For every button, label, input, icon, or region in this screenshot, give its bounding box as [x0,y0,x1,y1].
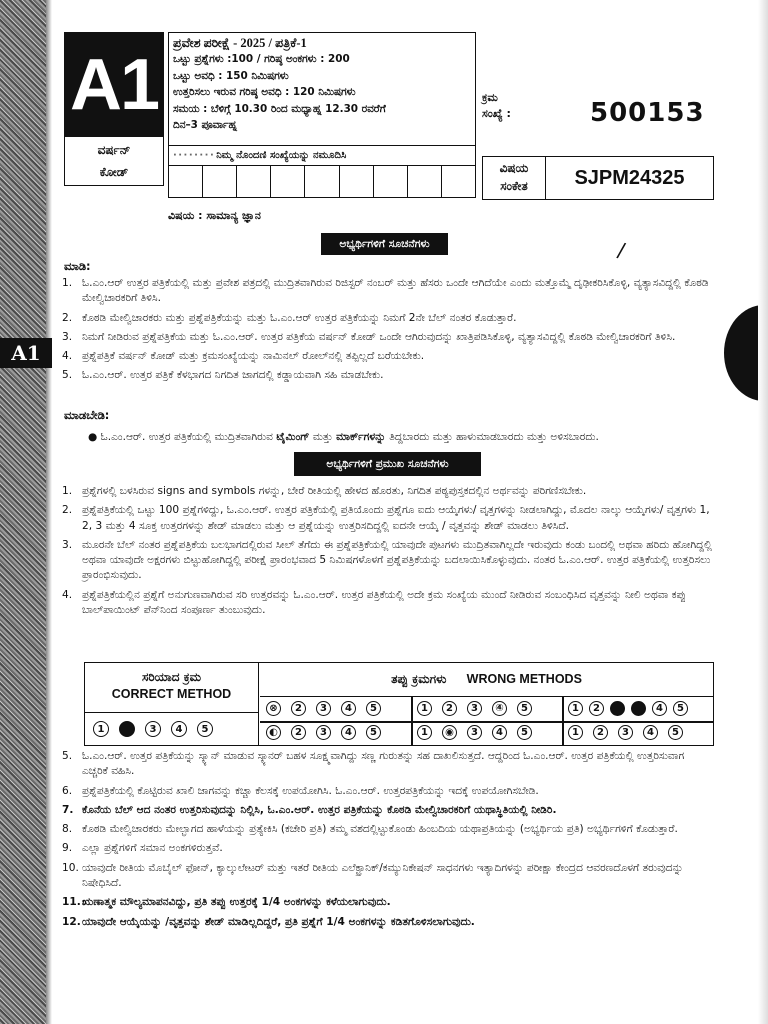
list-number: 7. [62,803,74,816]
option-bubble: 1 [93,721,109,737]
do-item [62,276,712,307]
option-bubble: 5 [517,701,532,716]
wrong-methods-kn: ತಪ್ಪು ಕ್ರಮಗಳು [391,672,447,686]
list-number: 11. [62,896,81,909]
option-bubble: 5 [673,701,688,716]
important-list-b [62,749,712,934]
option-bubble: 5 [517,725,532,740]
do-item [62,311,712,326]
option-bubble: 4 [171,721,187,737]
wrong-group [568,701,719,716]
list-text: ಯಾವುದೇ ರೀತಿಯ ಮೊಬೈಲ್ ಫೋನ್, ಕ್ಯಾಲ್ಕುಲೇಟರ್ ಮತ್ತು ಇತರೆ ರೀತಿಯ ಎಲೆಕ್ಟ್ರಾನಿಕ್/ಕಮ್ಯುನಿಕೇಷನ್ ಸಾಧನಗಳು ಇತ್ಯಾದಿಗಳನ್ನು ಪರೀಕ್ಷಾ ಕೇಂದ್ರದ ಆವರಣದೊಳಗೆ ತರುವುದನ್ನು ನಿಷೇಧಿಸಿದೆ. [82,861,684,890]
dont-bold-2: ಮಾರ್ಕ್‌ಗಳನ್ನು [336,431,386,443]
list-text: ಪ್ರಶ್ನೆಗಳಲ್ಲಿ ಬಳಸಿರುವ signs and symbols ಗಳನ್ನು, ಬೇರೆ ರೀತಿಯಲ್ಲಿ ಹೇಳದ ಹೊರತು, ನಿಗದಿತ ಪಠ್ಯಪುಸ್ತಕದಲ್ಲಿನ ಅರ್ಥವನ್ನು ಪರಿಗಣಿಸಬೇಕು. [82,485,587,497]
version-code-label [65,139,163,183]
list-number: 10. [62,861,79,874]
option-bubble: ◐ [266,725,281,740]
serial-label-line2: ಸಂಖ್ಯೆ : [482,107,511,120]
correct-method-cell [85,663,259,745]
important-item [62,895,712,910]
reg-cell[interactable] [305,166,339,198]
page-spine-pattern [0,0,52,1024]
do-item [62,349,712,364]
option-bubble: 5 [668,725,683,740]
list-text: ಪ್ರಶ್ನೆಪತ್ರಿಕೆಯಲ್ಲಿ ಒಟ್ಟು 100 ಪ್ರಶ್ನೆಗಳಿದ್ದು, ಓ.ಎಂ.ಆರ್. ಉತ್ತರ ಪತ್ರಿಕೆಯಲ್ಲಿ ಪ್ರತಿಯೊಂದು ಪ್ರಶ್ನೆಗೂ ಐದು ಆಯ್ಕೆಗಳು/ ವೃತ್ತಗಳನ್ನು ನೀಡಲಾಗಿದ್ದು, ಮೊದಲ ನಾಲ್ಕು ಆಯ್ಕೆಗಳು/ ವೃತ್ತಗಳು 1, 2, 3 ಮತ್ತು 4 ಸೂಕ್ತ ಉತ್ತರಗಳನ್ನು ಶೇಡ್ ಮಾಡಲು ಮತ್ತು ಆ ಪ್ರಶ್ನೆಯನ್ನು ಉತ್ತರಿಸದಿದ್ದಲ್ಲಿ ಐದನೇ ಆಯ್ಕೆ / ವೃತ್ತವನ್ನು ಶೇಡ್ ಮಾಡಲು ತಿಳಿಸಿದೆ. [82,504,710,532]
option-bubble: ⊗ [266,701,281,716]
subject-code-label-line2: ಸಂಕೇತ [500,179,528,193]
important-item [62,861,712,892]
wrong-methods-head [260,663,713,697]
important-item [62,538,712,584]
dont-bullet [88,431,599,444]
do-item [62,368,712,383]
option-bubble: 5 [197,721,213,737]
subject-code-label-line1: ವಿಷಯ [499,161,529,175]
reg-cell[interactable] [203,166,237,198]
wrong-row-1 [266,701,719,716]
wrong-group [266,701,417,716]
option-bubble: 3 [618,725,633,740]
wrong-group [417,701,568,716]
wrong-row-separator [260,721,713,723]
correct-method-kn: ಸರಿಯಾದ ಕ್ರಮ [141,670,202,684]
register-number-grid[interactable] [169,165,475,198]
option-bubble: 4 [341,701,356,716]
correct-bubbles [93,721,223,737]
important-instructions-banner: ಅಭ್ಯರ್ಥಿಗಳಿಗೆ ಪ್ರಮುಖ ಸೂಚನೆಗಳು [294,452,481,476]
version-code-value: A1 [65,33,163,137]
do-list [62,276,712,388]
wrong-methods-en: WRONG METHODS [466,672,582,686]
reg-cell[interactable] [237,166,271,198]
option-bubble: 2 [291,701,306,716]
list-text: ಕೊಠಡಿ ಮೇಲ್ವಿಚಾರಕರು ಮತ್ತು ಪ್ರಶ್ನೆಪತ್ರಿಕೆಯನ್ನು ಮತ್ತು ಓ.ಎಂ.ಆರ್ ಉತ್ತರ ಪತ್ರಿಕೆಯನ್ನು ನಿಮಗೆ 2ನೇ ಬೆಲ್ ನಂತರ ಕೊಡುತ್ತಾರೆ. [82,311,517,324]
option-bubble: 2 [593,725,608,740]
list-text: ಕೊಠಡಿ ಮೇಲ್ವಿಚಾರಕರು ಮೇಲ್ಭಾಗದ ಹಾಳೆಯನ್ನು ಪ್ರತ್ಯೇಕಿಸಿ (ಕಚೇರಿ ಪ್ರತಿ) ತಮ್ಮ ವಶದಲ್ಲಿಟ್ಟುಕೊಂಡು ಹಿಂಬದಿಯ ಯಥಾಪ್ರತಿಯನ್ನು (ಅಭ್ಯರ್ಥಿಯ ಪ್ರತಿ) ಅಭ್ಯರ್ಥಿಗಳಿಗೆ ಕೊಡುತ್ತಾರೆ. [82,823,678,836]
list-text: ಪ್ರಶ್ನೆಪತ್ರಿಕೆಯಲ್ಲಿನ ಪ್ರಶ್ನೆಗೆ ಅನುಗುಣವಾಗಿರುವ ಸರಿ ಉತ್ತರವನ್ನು ಓ.ಎಂ.ಆರ್. ಉತ್ತರ ಪತ್ರಿಕೆಯಲ್ಲಿ ಅದೇ ಕ್ರಮ ಸಂಖ್ಯೆಯ ಮುಂದೆ ನೀಡಿರುವ ಸಂಬಂಧಿಸಿದ ವೃತ್ತವನ್ನು ನೀಲಿ ಅಥವಾ ಕಪ್ಪು ಬಾಲ್‌ಪಾಯಿಂಟ್ ಪೆನ್‌ನಿಂದ ಸಂಪೂರ್ಣ ತುಂಬುವುದು. [82,588,686,617]
correct-method-en: CORRECT METHOD [111,687,232,701]
page-edge [758,0,768,1024]
list-number: 8. [62,823,73,836]
important-item [62,822,712,837]
dont-text-3: ತಿದ್ದಬಾರದು ಮತ್ತು ಹಾಳುಮಾಡಬಾರದು ಮತ್ತು ಅಳಿಸಬಾರದು. [385,431,599,443]
important-item [62,503,712,534]
dont-text-2: ಮತ್ತು [309,431,337,443]
option-bubble: 3 [467,701,482,716]
reg-cell[interactable] [408,166,442,198]
serial-number-label [482,90,511,122]
option-bubble: 2 [291,725,306,740]
option-bubble: ④ [492,701,507,716]
exam-info-box [168,32,476,198]
subject-code-label [483,157,546,199]
reg-cell[interactable] [271,166,305,198]
version-code-box [64,32,164,186]
important-item [62,484,712,499]
list-number: 4. [62,588,73,601]
option-bubble: 4 [652,701,667,716]
wrong-group [266,725,417,740]
correct-method-head [85,663,258,713]
register-number-label [169,145,475,165]
do-item [62,330,712,345]
list-text: ಕೊನೆಯ ಬೆಲ್ ಆದ ನಂತರ ಉತ್ತರಿಸುವುದನ್ನು ನಿಲ್ಲಿಸಿ, ಓ.ಎಂ.ಆರ್. ಉತ್ತರ ಪತ್ರಿಕೆಯನ್ನು ಕೊಠಡಿ ಮೇಲ್ವಿಚಾರಕರಿಗೆ ಯಥಾಸ್ಥಿತಿಯಲ್ಲಿ ನೀಡಿರಿ. [82,803,557,816]
list-number: 1. [62,277,73,289]
option-bubble: 1 [568,701,583,716]
exam-questions-marks: ಒಟ್ಟು ಪ್ರಶ್ನೆಗಳು :100 / ಗರಿಷ್ಠ ಅಂಕಗಳು : 200 [173,53,350,66]
serial-number: 500153 [590,98,705,128]
important-item [62,588,712,619]
reg-cell[interactable] [340,166,374,198]
option-bubble: 1 [417,701,432,716]
list-number: 4. [62,350,73,363]
wrong-group [568,725,719,740]
list-text: ಓ.ಎಂ.ಆರ್. ಉತ್ತರ ಪತ್ರಿಕೆಯನ್ನು ಸ್ಕ್ಯಾನ್ ಮಾಡುವ ಸ್ಕ್ಯಾನರ್ ಬಹಳ ಸೂಕ್ಷ್ಮವಾಗಿದ್ದು ಸಣ್ಣ ಗುರುತನ್ನು ಸಹ ದಾಖಲಿಸುತ್ತದೆ. ಆದ್ದರಿಂದ ಓ.ಎಂ.ಆರ್. ಉತ್ತರ ಪತ್ರಿಕೆಯಲ್ಲಿ ಉತ್ತರಿಸುವಾಗ ಎಚ್ಚರಿಕೆ ವಹಿಸಿ. [82,750,685,778]
option-bubble: 1 [568,725,583,740]
marking-methods-table [84,662,714,746]
option-bubble: 3 [316,701,331,716]
option-bubble: 4 [341,725,356,740]
option-bubble: 2 [589,701,604,716]
do-heading: ಮಾಡಿ: [64,259,91,273]
instructions-banner: ಅಭ್ಯರ್ಥಿಗಳಿಗೆ ಸೂಚನೆಗಳು [321,233,448,255]
list-number: 1. [62,485,73,497]
important-item [62,915,712,930]
serial-label-line1: ಕ್ರಮ [482,91,498,104]
exam-time: ಸಮಯ : ಬೆಳಿಗ್ಗೆ 10.30 ರಿಂದ ಮಧ್ಯಾಹ್ನ 12.30 ರವರೆಗೆ [173,102,386,115]
filled-bubble [610,701,625,716]
list-number: 12. [62,915,81,928]
list-text: ಯಾವುದೇ ಆಯ್ಕೆಯನ್ನು /ವೃತ್ತವನ್ನು ಶೇಡ್ ಮಾಡಿಲ್ಲದಿದ್ದರೆ, ಪ್ರತಿ ಪ್ರಶ್ನೆಗೆ 1/4 ಅಂಕಗಳನ್ನು ಕಡಿತಗೊಳಿಸಲಾಗುವುದು. [82,915,475,928]
list-number: 5. [62,369,73,382]
list-text: ಋಣಾತ್ಮಕ ಮೌಲ್ಯಮಾಪನವಿದ್ದು, ಪ್ರತಿ ತಪ್ಪು ಉತ್ತರಕ್ಕೆ 1/4 ಅಂಕಗಳನ್ನು ಕಳೆಯಲಾಗುವುದು. [82,896,391,909]
reg-cell[interactable] [169,166,203,198]
reg-cell[interactable] [374,166,408,198]
reg-cell[interactable] [442,166,475,198]
subject-code-value: SJPM24325 [574,166,685,189]
important-list-a [62,484,712,622]
reg-dots: · · · · · · · · [173,150,213,161]
important-item [62,803,712,818]
list-number: 6. [62,784,73,797]
exam-answer-duration: ಉತ್ತರಿಸಲು ಇರುವ ಗರಿಷ್ಠ ಅವಧಿ : 120 ನಿಮಿಷಗಳು [173,86,356,99]
filled-bubble [119,721,135,737]
list-text: ಓ.ಎಂ.ಆರ್. ಉತ್ತರ ಪತ್ರಿಕೆ ಕೆಳಭಾಗದ ನಿಗದಿತ ಜಾಗದಲ್ಲಿ ಕಡ್ಡಾಯವಾಗಿ ಸಹಿ ಮಾಡಬೇಕು. [82,369,384,382]
bullet-dot: ● [88,431,101,443]
option-bubble: 4 [492,725,507,740]
version-code-label-line2: ಕೋಡ್ [99,165,129,179]
option-bubble: 3 [467,725,482,740]
dont-text-1: ಓ.ಎಂ.ಆರ್. ಉತ್ತರ ಪತ್ರಿಕೆಯಲ್ಲಿ ಮುದ್ರಿತವಾಗಿರುವ [100,431,277,443]
exam-total-duration: ಒಟ್ಟು ಅವಧಿ : 150 ನಿಮಿಷಗಳು [173,69,289,82]
option-bubble: 1 [417,725,432,740]
option-bubble: 5 [366,701,381,716]
wrong-methods-cell [260,663,713,745]
list-number: 9. [62,842,73,855]
option-bubble: 3 [145,721,161,737]
dont-heading: ಮಾಡಬೇಡಿ: [64,408,110,422]
wrong-row-2 [266,725,719,740]
list-text: ಓ.ಎಂ.ಆರ್ ಉತ್ತರ ಪತ್ರಿಕೆಯಲ್ಲಿ ಮತ್ತು ಪ್ರವೇಶ ಪತ್ರದಲ್ಲಿ ಮುದ್ರಿತವಾಗಿರುವ ರಿಜಿಸ್ಟರ್ ನಂಬರ್ ಮತ್ತು ಹೆಸರು ಒಂದೇ ಆಗಿದೆಯೇ ಎಂದು ಮತ್ತೊಮ್ಮೆ ದೃಢೀಕರಿಸಿಕೊಳ್ಳಿ, ವ್ಯತ್ಯಾಸವಿದ್ದಲ್ಲಿ ಕೊಠಡಿ ಮೇಲ್ವಿಚಾರಕರಿಗೆ ತಿಳಿಸಿ. [82,277,709,305]
dont-bold-1: ಟೈಮಿಂಗ್ [276,431,310,443]
important-item [62,784,712,799]
list-text: ನಿಮಗೆ ನೀಡಿರುವ ಪ್ರಶ್ನೆಪತ್ರಿಕೆಯ ಮತ್ತು ಓ.ಎಂ.ಆರ್. ಉತ್ತರ ಪತ್ರಿಕೆಯ ವರ್ಷನ್ ಕೋಡ್ ಒಂದೇ ಆಗಿರುವುದನ್ನು ಖಾತ್ರಿಪಡಿಸಿಕೊಳ್ಳಿ, ವ್ಯತ್ಯಾಸವಿದ್ದಲ್ಲಿ ಕೊಠಡಿ ಮೇಲ್ವಿಚಾರಕರಿಗೆ ತಿಳಿಸಿ. [82,330,676,343]
option-bubble: 5 [366,725,381,740]
subject-code-box [482,156,714,200]
option-bubble: 4 [643,725,658,740]
exam-day: ದಿನ–3 ಪೂರ್ವಾಹ್ನ [173,119,238,132]
list-number: 3. [62,538,73,551]
list-number: 2. [62,504,73,517]
list-number: 2. [62,311,73,324]
list-text: ಪ್ರಶ್ನೆಪತ್ರಿಕೆಯಲ್ಲಿ ಕೊಟ್ಟಿರುವ ಖಾಲಿ ಜಾಗವನ್ನು ಕಚ್ಚಾ ಕೆಲಸಕ್ಕೆ ಉಪಯೋಗಿಸಿ. ಓ.ಎಂ.ಆರ್. ಉತ್ತರಪತ್ರಿಕೆಯನ್ನು ಇದಕ್ಕೆ ಉಪಯೋಗಿಸಬೇಡಿ. [82,784,539,797]
option-bubble: ◉ [442,725,457,740]
list-number: 3. [62,330,73,343]
pen-mark: / [615,237,628,263]
filled-bubble [631,701,646,716]
spine-version-label: A1 [0,338,52,368]
reg-label-text: ನಿಮ್ಮ ನೊಂದಣಿ ಸಂಖ್ಯೆಯನ್ನು ನಮೂದಿಸಿ [216,150,347,161]
option-bubble: 2 [442,701,457,716]
list-text: ಪ್ರಶ್ನೆಪತ್ರಿಕೆ ವರ್ಷನ್ ಕೋಡ್ ಮತ್ತು ಕ್ರಮಸಂಖ್ಯೆಯನ್ನು ನಾಮಿನಲ್ ರೋಲ್‌ನಲ್ಲಿ ತಪ್ಪಿಲ್ಲದೆ ಬರೆಯಬೇಕು. [82,350,425,363]
important-item [62,749,712,780]
wrong-group [417,725,568,740]
exam-title: ಪ್ರವೇಶ ಪರೀಕ್ಷೆ - 2025 / ಪತ್ರಿಕೆ-1 [173,36,307,50]
version-code-label-line1: ವರ್ಷನ್ [97,143,131,157]
list-text: ಎಲ್ಲಾ ಪ್ರಶ್ನೆಗಳಿಗೆ ಸಮಾನ ಅಂಕಗಳಿರುತ್ತವೆ. [82,842,223,855]
subject-line: ವಿಷಯ : ಸಾಮಾನ್ಯ ಜ್ಞಾನ [168,209,261,222]
list-text: ಮೂರನೇ ಬೆಲ್ ನಂತರ ಪ್ರಶ್ನೆಪತ್ರಿಕೆಯ ಬಲಭಾಗದಲ್ಲಿರುವ ಸೀಲ್ ತೆಗೆದು ಈ ಪ್ರಶ್ನೆಪತ್ರಿಕೆಯಲ್ಲಿ ಯಾವುದೇ ಪುಟಗಳು ಮುದ್ರಿತವಾಗಿಲ್ಲದೇ ಇರುವುದು ಕಂಡು ಬಂದಲ್ಲಿ ಅಥವಾ ಹರಿದು ಹೋಗಿದ್ದಲ್ಲಿ ಅಥವಾ ಯಾವುದೇ ಅಕ್ಷರಗಳು ಬಿಟ್ಟುಹೋಗಿದ್ದಲ್ಲಿ ಪರೀಕ್ಷೆ ಪ್ರಾರಂಭವಾದ 5 ನಿಮಿಷಗಳೊಳಗೆ ಪ್ರಶ್ನೆಪತ್ರಿಕೆಯನ್ನು ಬದಲಾಯಿಸಿಕೊಳ್ಳುವುದು. ನಂತರ ಓ.ಎಂ.ಆರ್. ಉತ್ತರ ಪತ್ರಿಕೆಯಲ್ಲಿ ಉತ್ತರಿಸಲು ಪ್ರಾರಂಭಿಸುವುದು. [82,538,712,582]
option-bubble: 3 [316,725,331,740]
important-item [62,841,712,856]
list-number: 5. [62,750,73,762]
